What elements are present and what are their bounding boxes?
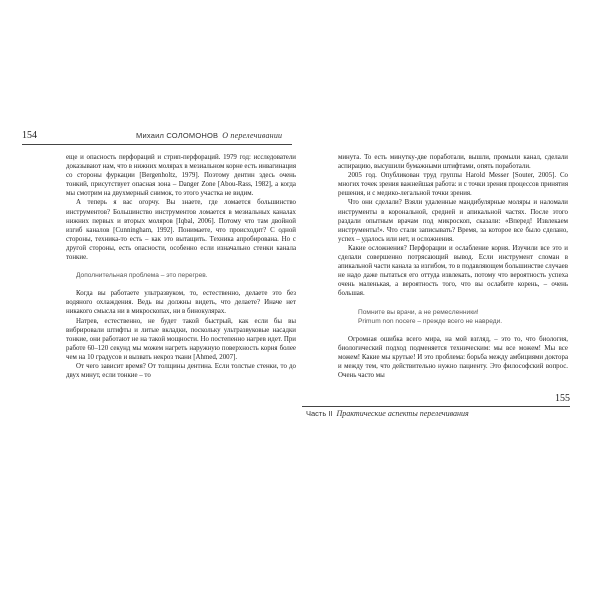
section-subhead: Дополнительная проблема – это перегрев. — [76, 272, 208, 280]
right-running-head — [306, 409, 469, 418]
paragraph: Натрев, естественно, не будет такой быстрый, как если бы вы вибрировали штифты и литые вкладки, поскольку ультразвуковые насадки тонкие, они работают не на такой мощности. Но постепенно нагрев идет. При работе 60–120 секунд мы можем нагреть наружную поверхность корня более чем на 10 градусов и вызвать некроз ткани [Ahmed, 2007]. — [66, 317, 296, 361]
paragraph: 2005 год. Опубликован труд группы Harold Messer [Souter, 2005]. Со многих точек зрения важнейшая работа: и с точки зрения процессов принятия решения, и с медико-легальной точки зрения. — [338, 172, 568, 198]
pull-quote-line: Primum non nocere – прежде всего не навреди. — [358, 317, 503, 325]
running-title-left: О перелечивании — [222, 131, 283, 140]
right-page-footer — [302, 393, 570, 425]
right-page-number: 155 — [555, 393, 570, 404]
paragraph: Какие осложнения? Перфорации и ослабление корня. Изучили все это и сделали совершенно потрясающий вывод. Если инструмент сломан в апикальной части канала за изгибом, то в подавляющем большинстве случаев не надо даже пытаться его оттуда извлекать, потому что вероятность успеха очень маленькая, а вероятность того, что вы ослабите корень, – очень большая. — [338, 244, 568, 298]
paragraph: Огромная ошибка всего мира, на мой взгляд, – это то, что биология, биологический подход подменяется техническим: мы все можем! Мы все можем! Какие мы крутые! И это проблема: борьба между амбициями доктора и между тем, что действительно нужно пациенту. Это философский вопрос. Очень часто мы — [338, 335, 568, 380]
left-page-header — [22, 130, 292, 145]
left-page-body — [66, 153, 296, 380]
paragraph: Что они сделали? Взяли удаленные мандибулярные моляры и наломали инструменты в корональной, средней и апикальной частях. После этого раздали опытным врачам под микроскоп, сказали: «Вперед! Извлекаем инструменты!». Что стали записывать? Время, за которое все было сделано, успех – удалось или нет, и осложнения. — [338, 199, 568, 243]
right-page-body — [338, 153, 568, 380]
paragraph: А теперь я вас огорчу. Вы знаете, где ломается большинство инструментов? Большинство инструментов ломается в мезиальных каналах нижних первых и вторых моляров [Iqbal, 2006]. Потому что там двойной изгиб каналов [Cunningham, 1992]. Понимаете, что происходит? С одной стороны, техника-то есть – как это вытащить. Техника апробирована. Но с другой стороны, есть опасности, особенно если изначально стенки канала тонкие. — [66, 199, 296, 262]
paragraph: От чего зависит время? От толщины дентина. Если толстые стенки, то до двух минут, если тонкие – то — [66, 362, 296, 380]
running-title-right: Практические аспекты перелечивания — [336, 409, 469, 418]
running-part: Часть II — [306, 409, 333, 418]
left-page-number: 154 — [22, 130, 37, 141]
pull-quote-line: Помните вы врачи, а не ремесленники! — [358, 308, 479, 316]
paragraph: минута. То есть минутку-две поработали, вышли, промыли канал, сделали аспирацию, высушили бумажными штифтами, опять поработали. — [338, 154, 568, 171]
paragraph: Когда вы работаете ультразвуком, то, естественно, делаете это без водяного охлаждения. Ведь вы должны видеть, что делаете? Иначе нет никакого смысла ни в микроскопах, ни в бинокулярах. — [66, 290, 296, 316]
running-author: Михаил СОЛОМОНОВ — [136, 131, 219, 140]
paragraph: еще и опасность перфораций и стрип-перфораций. 1979 год: исследователи доказывают нам, что в нижних молярах в мезиальном корне есть инвагинация со стороны фуркации [Bergenholtz, 1979]. Поэтому дентин здесь очень тонкий, присутствует опасная зона – Danger Zone [Abou-Rass, 1982], а когда мы смотрим на двухмерный снимок, то этого участка не видим. — [66, 154, 296, 198]
left-running-head — [136, 131, 282, 140]
